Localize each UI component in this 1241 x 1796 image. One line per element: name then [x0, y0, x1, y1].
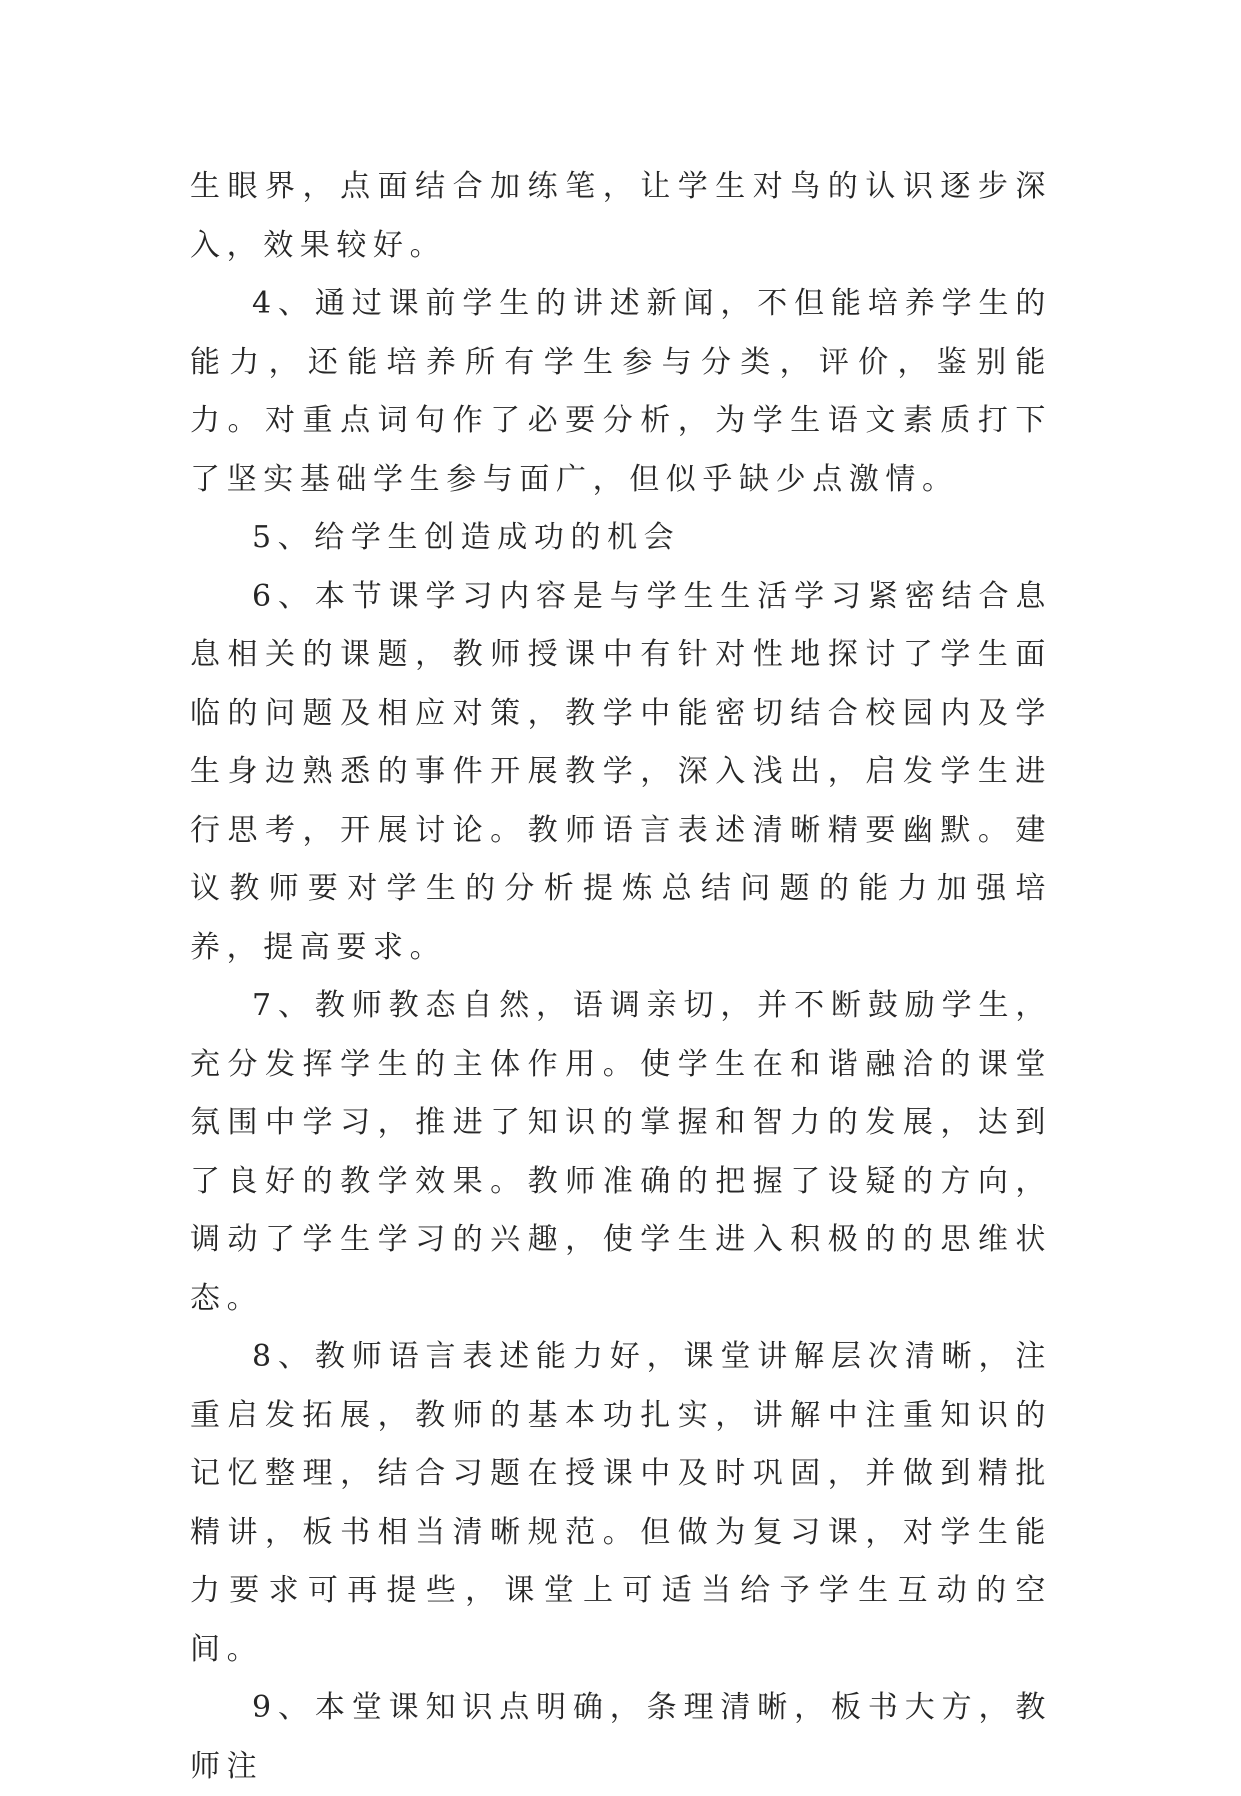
paragraph-item-5: 5、给学生创造成功的机会 — [252, 520, 681, 555]
paragraph-item-8: 8、教师语言表述能力好，课堂讲解层次清晰，注重启发拓展，教师的基本功扎实，讲解中注重知识的记忆整理，结合习题在授课中及时巩固，并做到精批精讲，板书相当清晰规范。但做为复习课，对学生能力要求可再提些，课堂上可适当给予学生互动的空间。 — [190, 1339, 1052, 1667]
paragraph-item-4: 4、通过课前学生的讲述新闻，不但能培养学生的能力，还能培养所有学生参与分类，评价，鉴别能力。对重点词句作了必要分析，为学生语文素质打下了坚实基础学生参与面广，但似乎缺少点激情。 — [190, 286, 1052, 497]
paragraph-item-6: 6、本节课学习内容是与学生生活学习紧密结合息息相关的课题，教师授课中有针对性地探讨了学生面临的问题及相应对策，教学中能密切结合校园内及学生身边熟悉的事件开展教学，深入浅出，启发学生进行思考，开展讨论。教师语言表述清晰精要幽默。建议教师要对学生的分析提炼总结问题的能力加强培养，提高要求。 — [190, 578, 1052, 965]
paragraph-item-9: 9、本堂课知识点明确，条理清晰，板书大方，教师注 — [190, 1690, 1052, 1784]
document-body — [190, 158, 1052, 1796]
paragraph-item-7: 7、教师教态自然，语调亲切，并不断鼓励学生，充分发挥学生的主体作用。使学生在和谐融洽的课堂氛围中学习，推进了知识的掌握和智力的发展，达到了良好的教学效果。教师准确的把握了设疑的方向，调动了学生学习的兴趣，使学生进入积极的的思维状态。 — [190, 988, 1052, 1316]
paragraph-continuation: 生眼界，点面结合加练笔，让学生对鸟的认识逐步深入，效果较好。 — [190, 169, 1052, 263]
